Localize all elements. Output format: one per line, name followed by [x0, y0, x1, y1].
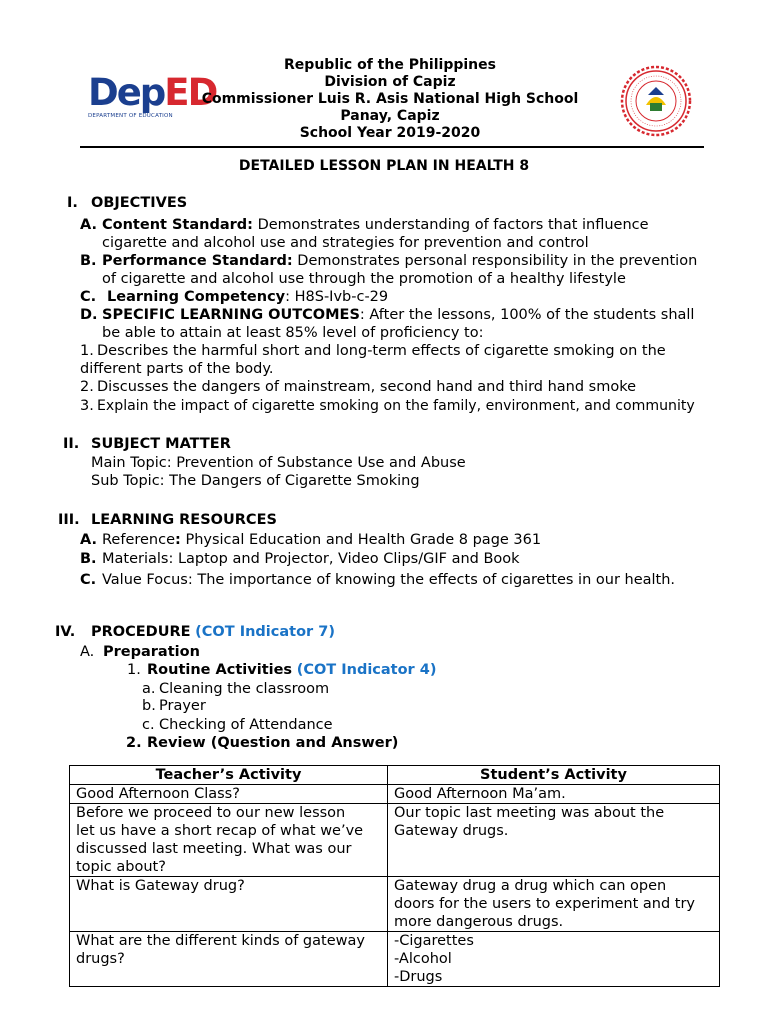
student-cell: -Cigarettes -Alcohol -Drugs — [388, 932, 720, 987]
performance-standard: Performance Standard: Demonstrates personal responsibility in the prevention — [102, 253, 698, 269]
teacher-cell: What are the different kinds of gateway drugs? — [70, 932, 388, 987]
learning-outcomes-letter: D. — [80, 307, 98, 323]
table-row — [70, 932, 720, 987]
outcome-1: Describes the harmful short and long-term effects of cigarette smoking on the — [97, 343, 666, 359]
materials: Materials: Laptop and Projector, Video Clips/GIF and Book — [102, 551, 520, 567]
outcome-2: Discusses the dangers of mainstream, second hand and third hand smoke — [97, 379, 637, 395]
main-topic: Main Topic: Prevention of Substance Use and Abuse — [91, 455, 466, 471]
content-standard-cont: cigarette and alcohol use and strategies for prevention and control — [102, 235, 589, 251]
table-row — [70, 804, 720, 877]
header-line-4: Panay, Capiz — [340, 108, 440, 124]
routine-b-letter: b. — [142, 698, 156, 714]
preparation: Preparation — [103, 644, 200, 660]
learning-outcomes: SPECIFIC LEARNING OUTCOMES: After the lessons, 100% of the students shall — [102, 307, 695, 323]
sub-topic: Sub Topic: The Dangers of Cigarette Smoking — [91, 473, 420, 489]
outcome-1-number: 1. — [80, 343, 94, 359]
routine-c-letter: c. — [142, 717, 155, 733]
header-divider — [80, 146, 704, 148]
student-cell: Our topic last meeting was about the Gateway drugs. — [388, 804, 720, 877]
table-header-row — [70, 766, 720, 785]
materials-letter: B. — [80, 551, 97, 567]
teacher-cell: Good Afternoon Class? — [70, 785, 388, 804]
header-line-2: Division of Capiz — [324, 74, 456, 90]
content-standard-letter: A. — [80, 217, 97, 233]
learning-outcomes-cont: be able to attain at least 85% level of proficiency to: — [102, 325, 484, 341]
routine-a: Cleaning the classroom — [159, 681, 330, 697]
student-cell: Gateway drug a drug which can open doors for the users to experiment and try more dangerous drugs. — [388, 877, 720, 932]
subject-matter-heading: SUBJECT MATTER — [91, 436, 231, 452]
school-seal — [620, 65, 692, 137]
page-title: DETAILED LESSON PLAN IN HEALTH 8 — [238, 158, 530, 174]
student-cell: Good Afternoon Ma’am. — [388, 785, 720, 804]
student-activity-header: Student’s Activity — [388, 766, 720, 785]
routine-number: 1. — [127, 662, 141, 678]
deped-logo: DepED DEPARTMENT OF EDUCATION — [88, 71, 217, 119]
content-standard: Content Standard: Demonstrates understanding of factors that influence — [102, 217, 649, 233]
value-focus-letter: C. — [80, 572, 97, 588]
resources-heading: LEARNING RESOURCES — [91, 512, 277, 528]
learning-competency-letter: C. — [80, 289, 97, 305]
outcome-3: Explain the impact of cigarette smoking on the family, environment, and community — [97, 398, 695, 414]
teacher-cell: What is Gateway drug? — [70, 877, 388, 932]
header-line-1: Republic of the Philippines — [284, 57, 496, 73]
procedure-heading: PROCEDURE (COT Indicator 7) — [91, 624, 335, 640]
value-focus: Value Focus: The importance of knowing the effects of cigarettes in our health. — [102, 572, 676, 588]
header-line-3: Commissioner Luis R. Asis National High School — [201, 91, 579, 107]
table-row — [70, 877, 720, 932]
outcome-3-number: 3. — [80, 398, 94, 414]
resources-number: III. — [58, 512, 80, 528]
reference-letter: A. — [80, 532, 97, 548]
objectives-heading: OBJECTIVES — [91, 195, 188, 211]
teacher-activity-header: Teacher’s Activity — [70, 766, 388, 785]
routine-activities: Routine Activities (COT Indicator 4) — [147, 662, 437, 678]
procedure-number: IV. — [55, 624, 76, 640]
header-line-5: School Year 2019-2020 — [299, 125, 481, 141]
review-label: Review (Question and Answer) — [147, 735, 399, 751]
learning-competency: Learning Competency: H8S-Ivb-c-29 — [107, 289, 389, 305]
routine-b: Prayer — [159, 698, 206, 714]
outcome-2-number: 2. — [80, 379, 94, 395]
table-row — [70, 785, 720, 804]
teacher-cell: Before we proceed to our new lesson let us have a short recap of what we’ve discussed last meeting. What was our topic about? — [70, 804, 388, 877]
subject-matter-number: II. — [63, 436, 80, 452]
performance-standard-cont: of cigarette and alcohol use through the promotion of a healthy lifestyle — [102, 271, 626, 287]
review-number: 2. — [126, 735, 142, 751]
objectives-number: I. — [67, 195, 78, 211]
routine-a-letter: a. — [142, 681, 156, 697]
outcome-1-cont: different parts of the body. — [80, 361, 274, 377]
performance-standard-letter: B. — [80, 253, 97, 269]
preparation-letter: A. — [80, 644, 95, 660]
activity-table — [69, 765, 720, 987]
school-header — [150, 57, 630, 142]
reference: Reference: Physical Education and Health Grade 8 page 361 — [102, 532, 542, 548]
routine-c: Checking of Attendance — [159, 717, 333, 733]
